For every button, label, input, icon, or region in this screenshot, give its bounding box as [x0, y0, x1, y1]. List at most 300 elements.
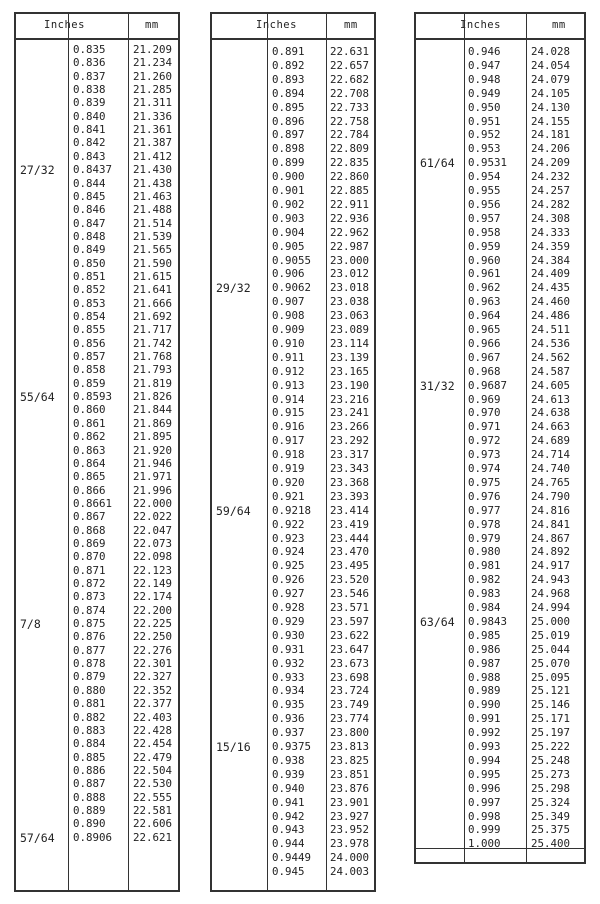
inch-cell: 0.952 [468, 128, 501, 142]
inch-cell: 0.927 [272, 587, 305, 601]
inch-cell: 0.898 [272, 142, 305, 156]
table-row [212, 588, 374, 600]
mm-cell: 23.038 [330, 295, 370, 309]
header-mm: mm [552, 19, 566, 31]
mm-cell: 22.936 [330, 211, 370, 225]
mm-cell: 22.581 [133, 803, 173, 817]
mm-cell: 23.089 [330, 323, 370, 336]
inch-cell: 0.910 [272, 336, 305, 350]
table-row [16, 324, 178, 336]
inch-cell: 0.998 [468, 809, 501, 823]
mm-cell: 21.742 [133, 336, 173, 350]
mm-cell: 24.155 [531, 114, 571, 128]
mm-cell: 23.414 [330, 503, 370, 517]
inch-cell: 0.905 [272, 239, 305, 253]
table-row [16, 832, 178, 844]
table-row [212, 477, 374, 489]
table-row [212, 171, 374, 183]
mm-cell: 22.682 [330, 72, 370, 86]
inch-cell: 0.9062 [272, 281, 312, 295]
mm-cell: 22.200 [133, 603, 173, 617]
inch-cell: 0.983 [468, 587, 501, 601]
inch-cell: 0.847 [73, 216, 106, 230]
table-row [16, 712, 178, 724]
inch-cell: 0.974 [468, 462, 501, 475]
inch-cell: 0.887 [73, 777, 106, 791]
mm-cell: 23.139 [330, 350, 370, 364]
mm-cell: 22.000 [133, 496, 173, 510]
fraction-cell: 63/64 [420, 614, 455, 629]
inch-cell: 0.947 [468, 58, 501, 72]
mm-cell: 22.733 [330, 100, 370, 114]
inch-cell: 0.842 [73, 136, 106, 150]
table-row [16, 311, 178, 323]
inch-cell: 0.851 [73, 269, 106, 283]
table-row [212, 74, 374, 86]
table-row [16, 124, 178, 136]
mm-cell: 24.943 [531, 573, 571, 587]
inch-cell: 0.899 [272, 156, 305, 170]
inch-cell: 0.954 [468, 170, 501, 184]
inch-cell: 0.923 [272, 531, 305, 545]
table-row [416, 574, 584, 586]
table-row [416, 102, 584, 114]
table-row [212, 157, 374, 169]
mm-cell: 23.800 [330, 726, 370, 740]
inch-cell: 0.936 [272, 712, 305, 726]
mm-cell: 24.486 [531, 309, 571, 323]
inch-cell: 0.897 [272, 128, 305, 142]
table-row [16, 605, 178, 617]
mm-cell: 23.216 [330, 392, 370, 406]
mm-cell: 22.530 [133, 777, 173, 791]
mm-cell: 23.901 [330, 795, 370, 809]
mm-cell: 21.539 [133, 229, 173, 243]
mm-cell: 23.520 [330, 573, 370, 587]
conversion-table-2 [210, 12, 376, 892]
mm-cell: 23.647 [330, 642, 370, 656]
inch-cell: 0.935 [272, 698, 305, 712]
table-row [212, 811, 374, 823]
mm-cell: 25.400 [531, 837, 571, 851]
mm-cell: 24.206 [531, 142, 571, 156]
table-row [16, 204, 178, 216]
mm-cell: 22.835 [330, 156, 370, 170]
table-row [16, 271, 178, 283]
inch-cell: 0.876 [73, 630, 106, 644]
table-header [416, 14, 584, 40]
mm-cell: 23.063 [330, 309, 370, 323]
fraction-cell: 59/64 [216, 503, 251, 518]
mm-cell: 24.536 [531, 336, 571, 350]
inch-cell: 0.912 [272, 364, 305, 378]
inch-cell: 0.877 [73, 643, 106, 657]
inch-cell: 0.846 [73, 203, 106, 217]
table-row [416, 60, 584, 72]
inch-cell: 0.840 [73, 109, 106, 123]
mm-cell: 24.740 [531, 462, 571, 475]
table-row [16, 84, 178, 96]
inch-cell: 0.945 [272, 865, 305, 879]
table-row [212, 394, 374, 406]
table-row [212, 769, 374, 781]
inch-cell: 0.856 [73, 336, 106, 350]
mm-cell: 23.813 [330, 740, 370, 753]
table-row [16, 685, 178, 697]
mm-cell: 22.911 [330, 197, 370, 211]
mm-cell: 22.250 [133, 630, 173, 644]
table-row [16, 458, 178, 470]
table-row [416, 268, 584, 280]
table-row [16, 591, 178, 603]
mm-cell: 21.438 [133, 176, 173, 190]
table-row [416, 783, 584, 795]
table-row [16, 151, 178, 163]
inch-cell: 0.888 [73, 790, 106, 804]
inch-cell: 0.987 [468, 656, 501, 670]
inch-cell: 0.914 [272, 392, 305, 406]
mm-cell: 21.641 [133, 283, 173, 297]
table-row [212, 199, 374, 211]
mm-cell: 23.317 [330, 448, 370, 462]
inch-cell: 0.837 [73, 69, 106, 83]
mm-cell: 21.996 [133, 483, 173, 497]
inch-cell: 0.886 [73, 763, 106, 777]
mm-cell: 23.444 [330, 531, 370, 545]
inch-cell: 0.939 [272, 767, 305, 781]
mm-cell: 24.892 [531, 545, 571, 559]
fraction-cell: 31/32 [420, 378, 455, 393]
table-row [16, 471, 178, 483]
mm-cell: 21.844 [133, 403, 173, 417]
inch-cell: 0.859 [73, 376, 106, 390]
inch-cell: 0.855 [73, 323, 106, 337]
mm-cell: 24.028 [531, 45, 571, 58]
mm-cell: 22.784 [330, 128, 370, 142]
inch-cell: 0.889 [73, 803, 106, 817]
inch-cell: 0.994 [468, 753, 501, 767]
inch-cell: 0.9687 [468, 378, 508, 392]
table-row [212, 560, 374, 572]
mm-cell: 25.070 [531, 656, 571, 670]
table-row [16, 498, 178, 510]
table-row [16, 298, 178, 310]
table-row [416, 616, 584, 628]
table-row [212, 838, 374, 850]
table-row [16, 391, 178, 403]
table-row [212, 727, 374, 739]
mm-cell: 24.384 [531, 253, 571, 267]
table-row [16, 445, 178, 457]
fraction-cell: 29/32 [216, 281, 251, 296]
table-row [16, 525, 178, 537]
table-row [416, 352, 584, 364]
inch-cell: 0.961 [468, 267, 501, 281]
inch-cell: 0.880 [73, 683, 106, 697]
mm-cell: 22.606 [133, 817, 173, 831]
table-row [212, 783, 374, 795]
table-row [212, 672, 374, 684]
table-row [416, 421, 584, 433]
mm-cell: 21.920 [133, 443, 173, 457]
inch-cell: 0.959 [468, 239, 501, 253]
table-row [16, 44, 178, 56]
mm-cell: 23.368 [330, 475, 370, 489]
mm-cell: 22.962 [330, 225, 370, 239]
inch-cell: 0.9055 [272, 253, 312, 267]
mm-cell: 23.012 [330, 267, 370, 281]
inch-cell: 0.940 [272, 781, 305, 795]
inch-cell: 0.882 [73, 710, 106, 724]
mm-cell: 24.816 [531, 503, 571, 517]
table-row [16, 778, 178, 790]
mm-cell: 24.308 [531, 211, 571, 225]
inch-cell: 0.978 [468, 517, 501, 531]
inch-cell: 0.929 [272, 614, 305, 628]
inch-cell: 0.916 [272, 420, 305, 434]
mm-cell: 22.987 [330, 239, 370, 253]
mm-cell: 24.587 [531, 364, 571, 378]
inch-cell: 0.867 [73, 510, 106, 524]
table-row [212, 296, 374, 308]
mm-cell: 23.876 [330, 781, 370, 795]
table-row [212, 644, 374, 656]
table-row [416, 143, 584, 155]
inch-cell: 0.933 [272, 670, 305, 684]
mm-cell: 25.095 [531, 670, 571, 684]
table-row [16, 805, 178, 817]
inch-cell: 0.985 [468, 628, 501, 642]
table-row [16, 57, 178, 69]
inch-cell: 0.852 [73, 283, 106, 297]
inch-cell: 0.8593 [73, 390, 113, 404]
inch-cell: 0.865 [73, 470, 106, 484]
inch-cell: 0.860 [73, 403, 106, 417]
table-row [212, 685, 374, 697]
mm-cell: 22.174 [133, 590, 173, 604]
table-row [416, 727, 584, 739]
mm-cell: 23.018 [330, 281, 370, 295]
inch-cell: 0.938 [272, 753, 305, 767]
table-row [416, 463, 584, 475]
inch-cell: 0.958 [468, 225, 501, 239]
table-row [416, 811, 584, 823]
table-row [16, 244, 178, 256]
table-row [16, 551, 178, 563]
mm-cell: 21.826 [133, 390, 173, 404]
inch-cell: 0.941 [272, 795, 305, 809]
table-row [212, 491, 374, 503]
inch-cell: 0.9449 [272, 851, 312, 865]
mm-cell: 25.324 [531, 795, 571, 809]
inch-cell: 0.885 [73, 750, 106, 764]
table-row [416, 338, 584, 350]
inch-cell: 0.984 [468, 601, 501, 614]
table-row [416, 435, 584, 447]
inch-cell: 0.979 [468, 531, 501, 545]
inch-cell: 0.971 [468, 420, 501, 434]
table-row [16, 231, 178, 243]
table-row [416, 685, 584, 697]
mm-cell: 25.146 [531, 698, 571, 712]
inch-cell: 0.9843 [468, 614, 508, 628]
table-row [16, 618, 178, 630]
mm-cell: 24.968 [531, 587, 571, 601]
mm-cell: 23.851 [330, 767, 370, 781]
conversion-table-3 [414, 12, 586, 864]
mm-cell: 25.171 [531, 712, 571, 726]
table-row [416, 88, 584, 100]
mm-cell: 23.724 [330, 684, 370, 698]
inch-cell: 1.000 [468, 837, 501, 851]
mm-cell: 23.419 [330, 517, 370, 531]
header-mm: mm [344, 19, 358, 31]
table-row [416, 505, 584, 517]
inch-cell: 0.894 [272, 86, 305, 100]
inch-cell: 0.992 [468, 726, 501, 740]
inch-cell: 0.866 [73, 483, 106, 497]
table-row [212, 866, 374, 878]
table-row [212, 310, 374, 322]
table-row [16, 538, 178, 550]
inch-cell: 0.902 [272, 197, 305, 211]
mm-cell: 23.165 [330, 364, 370, 378]
table-row [16, 404, 178, 416]
table-row [416, 157, 584, 169]
table-row [416, 199, 584, 211]
table-row [212, 227, 374, 239]
inch-cell: 0.917 [272, 434, 305, 448]
inch-cell: 0.989 [468, 684, 501, 698]
inch-cell: 0.849 [73, 243, 106, 257]
mm-cell: 23.393 [330, 489, 370, 503]
mm-cell: 25.375 [531, 823, 571, 837]
inch-cell: 0.999 [468, 823, 501, 837]
mm-cell: 22.708 [330, 86, 370, 100]
table-row [416, 129, 584, 141]
mm-cell: 21.946 [133, 456, 173, 470]
inch-cell: 0.835 [73, 43, 106, 56]
inch-cell: 0.878 [73, 657, 106, 671]
inch-cell: 0.908 [272, 309, 305, 323]
mm-cell: 23.292 [330, 434, 370, 448]
table-row [212, 116, 374, 128]
inch-cell: 0.963 [468, 295, 501, 309]
inch-cell: 0.986 [468, 642, 501, 656]
inch-cell: 0.991 [468, 712, 501, 726]
inch-cell: 0.854 [73, 310, 106, 323]
table-row [416, 213, 584, 225]
inch-cell: 0.870 [73, 550, 106, 564]
table-row [16, 431, 178, 443]
mm-cell: 24.460 [531, 295, 571, 309]
fraction-cell: 15/16 [216, 740, 251, 754]
inch-cell: 0.969 [468, 392, 501, 406]
table-row [212, 574, 374, 586]
fraction-cell: 61/64 [420, 156, 455, 171]
inch-cell: 0.934 [272, 684, 305, 698]
table-row [16, 658, 178, 670]
mm-cell: 23.343 [330, 462, 370, 475]
table-row [212, 60, 374, 72]
mm-cell: 21.971 [133, 470, 173, 484]
table-row [212, 282, 374, 294]
inch-cell: 0.863 [73, 443, 106, 457]
inch-cell: 0.949 [468, 86, 501, 100]
mm-cell: 23.266 [330, 420, 370, 434]
table-row [416, 310, 584, 322]
table-row [416, 366, 584, 378]
table-row [16, 818, 178, 830]
inch-cell: 0.848 [73, 229, 106, 243]
table-row [212, 449, 374, 461]
table-row [416, 755, 584, 767]
table-row [212, 338, 374, 350]
inch-cell: 0.8437 [73, 163, 113, 177]
table-row [16, 364, 178, 376]
mm-cell: 25.222 [531, 740, 571, 753]
inch-cell: 0.926 [272, 573, 305, 587]
inch-cell: 0.924 [272, 545, 305, 559]
inch-cell: 0.873 [73, 590, 106, 604]
table-row [212, 602, 374, 614]
table-row [16, 218, 178, 230]
inch-cell: 0.875 [73, 617, 106, 631]
mm-cell: 22.276 [133, 643, 173, 657]
inch-cell: 0.921 [272, 489, 305, 503]
header-inches: Inches [256, 19, 297, 31]
inch-cell: 0.857 [73, 350, 106, 364]
table-header [16, 14, 178, 40]
inch-cell: 0.997 [468, 795, 501, 809]
mm-cell: 24.663 [531, 420, 571, 434]
table-header [212, 14, 374, 40]
mm-cell: 22.555 [133, 790, 173, 804]
mm-cell: 25.197 [531, 726, 571, 740]
mm-cell: 22.377 [133, 697, 173, 711]
table-row [212, 505, 374, 517]
inch-cell: 0.8906 [73, 830, 113, 844]
mm-cell: 21.387 [133, 136, 173, 150]
table-row [416, 491, 584, 503]
table-row [416, 699, 584, 711]
inch-cell: 0.858 [73, 363, 106, 377]
inch-cell: 0.977 [468, 503, 501, 517]
table-row [416, 46, 584, 58]
mm-cell: 24.282 [531, 197, 571, 211]
table-row [212, 658, 374, 670]
inch-cell: 0.970 [468, 406, 501, 420]
mm-cell: 25.349 [531, 809, 571, 823]
inch-cell: 0.953 [468, 142, 501, 156]
inch-cell: 0.838 [73, 83, 106, 97]
mm-cell: 24.181 [531, 128, 571, 142]
mm-cell: 24.409 [531, 267, 571, 281]
mm-cell: 24.003 [330, 865, 370, 879]
mm-cell: 24.917 [531, 559, 571, 573]
inch-cell: 0.895 [272, 100, 305, 114]
inch-cell: 0.883 [73, 723, 106, 737]
table-row [212, 699, 374, 711]
table-row [212, 255, 374, 267]
mm-cell: 22.454 [133, 737, 173, 751]
inch-cell: 0.862 [73, 430, 106, 444]
header-inches: Inches [44, 19, 85, 31]
mm-cell: 24.511 [531, 323, 571, 336]
inch-cell: 0.8661 [73, 496, 113, 510]
table-row [416, 658, 584, 670]
table-row [212, 185, 374, 197]
